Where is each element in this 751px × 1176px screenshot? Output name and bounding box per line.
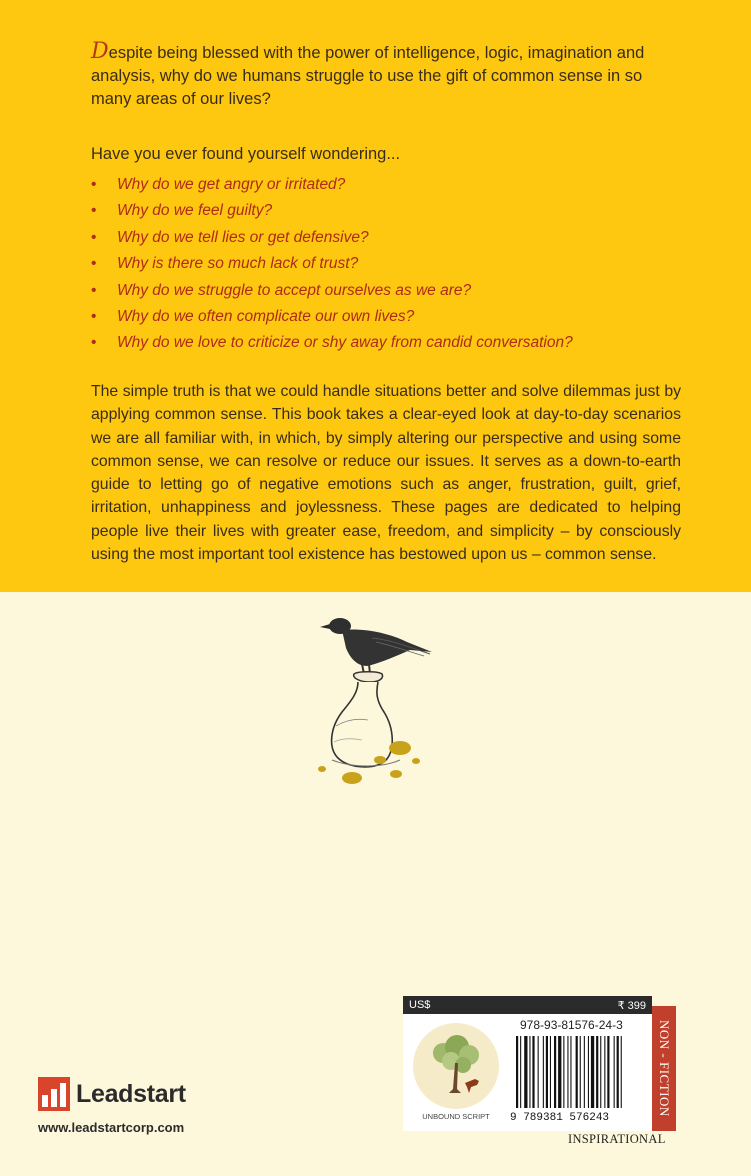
- barcode-number: 9 789381 576243: [510, 1112, 610, 1122]
- publisher-website[interactable]: www.leadstartcorp.com: [38, 1120, 185, 1135]
- list-item: • Why do we get angry or irritated?: [91, 172, 573, 198]
- category-strip: NON - FICTION: [652, 1006, 676, 1131]
- list-item: • Why is there so much lack of trust?: [91, 251, 573, 277]
- isbn-text: 978-93-81576-24-3: [520, 1018, 623, 1032]
- tree-horse-icon: [413, 1023, 499, 1109]
- subcategory-label: INSPIRATIONAL: [568, 1132, 666, 1146]
- question-list: [91, 172, 573, 357]
- crow-on-pot-icon: [312, 608, 442, 784]
- publisher-name: Leadstart: [76, 1079, 186, 1108]
- drop-cap: D: [91, 39, 109, 64]
- list-item: • Why do we love to criticize or shy away from candid conversation?: [91, 330, 573, 356]
- usd-price-label: US$: [409, 999, 431, 1011]
- list-item: • Why do we struggle to accept ourselves as we are?: [91, 278, 573, 304]
- intro-paragraph: [91, 41, 681, 111]
- description-paragraph: The simple truth is that we could handle situations better and solve dilemmas just by applying common sense. This book takes a clear-eyed look at day-to-day scenarios we are all familiar with, in which, by simply altering our perspective and using some common sense, we can resolve or reduce our issues. It serves as a down-to-earth guide to letting go of negative emotions such as anger, frustration, guilt, grief, irritation, unhappiness and joylessness. These pages are dedicated to helping people live their lives with greater ease, freedom, and simplicity – by consciously using the most important tool existence has bestowed upon us – common sense.: [91, 383, 681, 564]
- barcode-icon: [510, 1036, 648, 1122]
- inr-price: ₹ 399: [617, 999, 646, 1012]
- list-item: • Why do we often complicate our own lives?: [91, 304, 573, 330]
- publisher-logo: [38, 1077, 186, 1111]
- intro-text: espite being blessed with the power of intelligence, logic, imagination and analysis, why do we humans struggle to use the gift of common sense in so many areas of our lives?: [91, 44, 645, 108]
- leadstart-logo-icon: [38, 1077, 70, 1111]
- list-item: • Why do we tell lies or get defensive?: [91, 225, 573, 251]
- list-item: • Why do we feel guilty?: [91, 198, 573, 224]
- unbound-script-logo: [413, 1023, 499, 1109]
- imprint-label: UNBOUND SCRIPT: [422, 1112, 490, 1121]
- price-bar: [403, 996, 652, 1014]
- lead-question: Have you ever found yourself wondering...: [91, 145, 401, 163]
